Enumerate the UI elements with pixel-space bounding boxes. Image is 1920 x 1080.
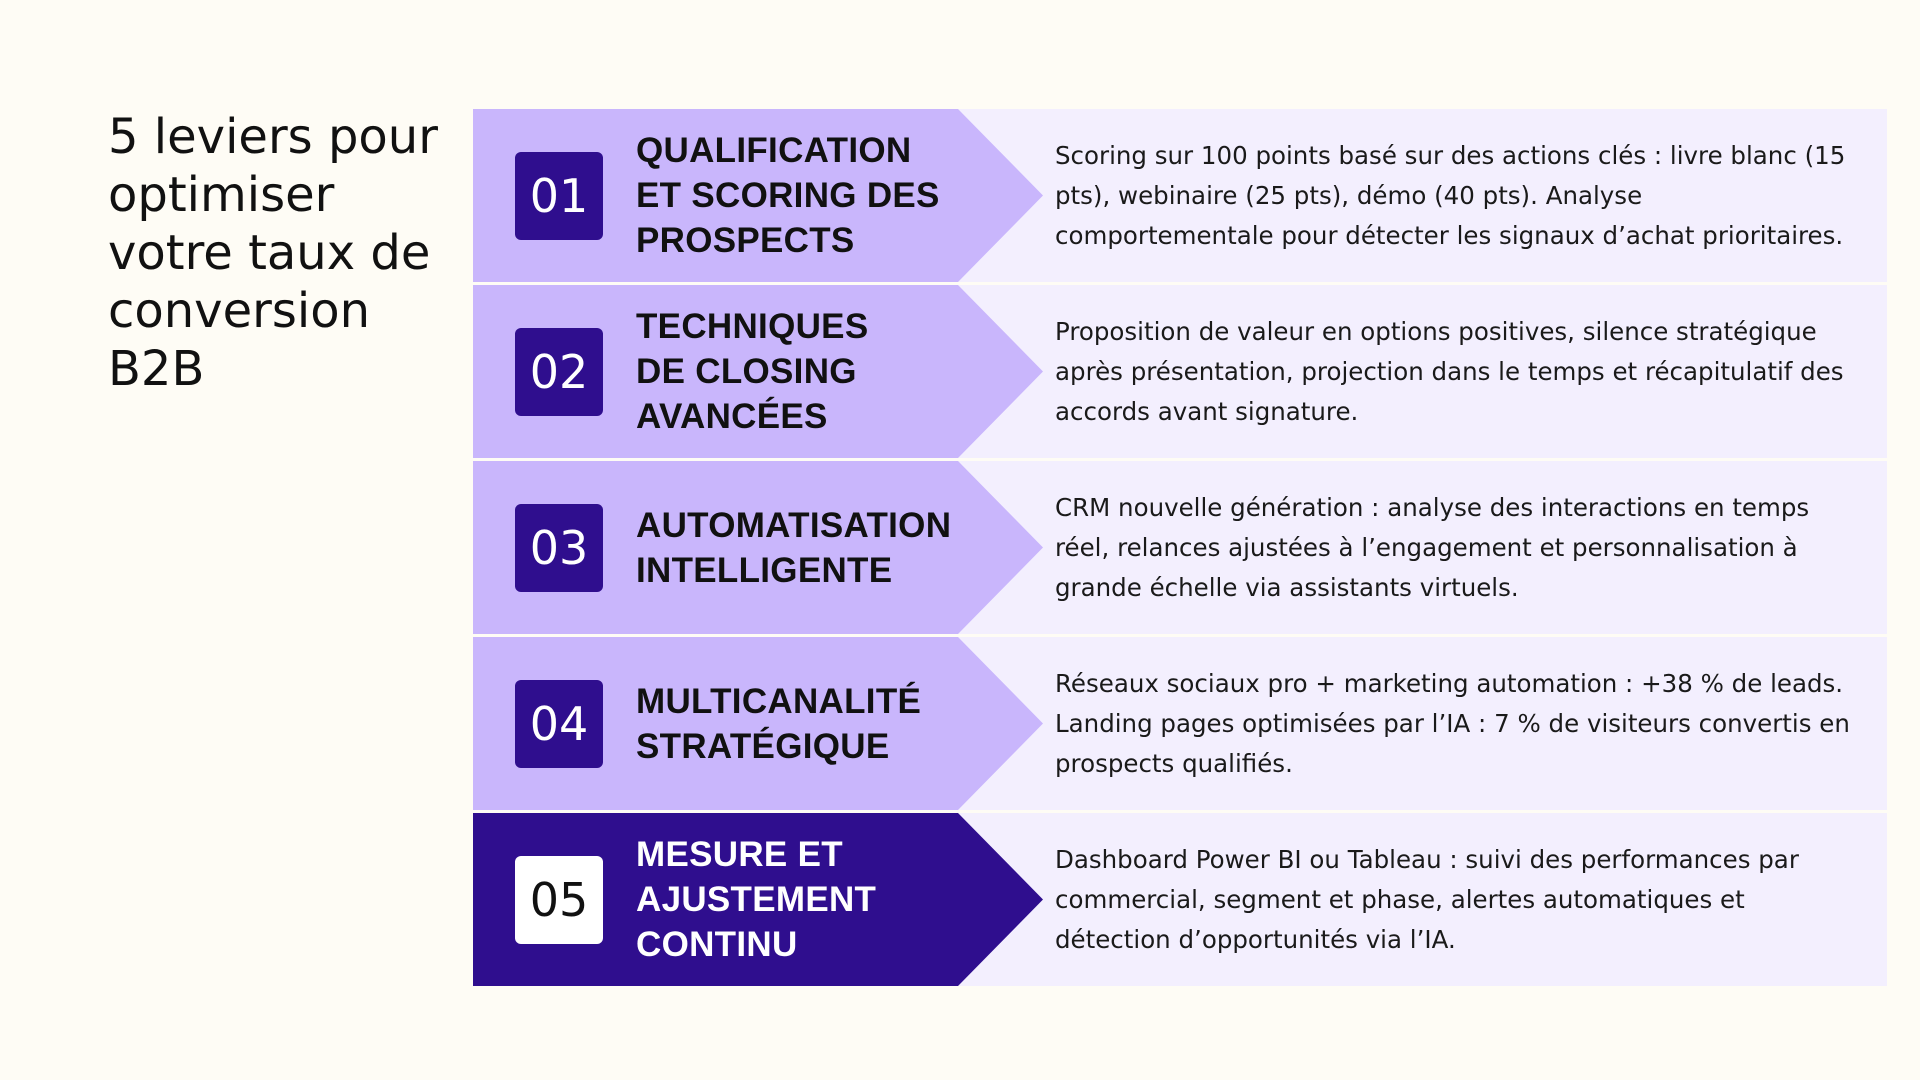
- lever-item-05: [473, 813, 1887, 986]
- lever-description: Scoring sur 100 points basé sur des actions clés : livre blanc (15 pts), webinaire (25 pts), démo (40 pts). Analyse comportementale pour détecter les signaux d’achat prioritaires.: [1055, 140, 1846, 250]
- lever-item-02: [473, 285, 1887, 458]
- lever-number-badge: 05: [515, 856, 603, 944]
- lever-description: Proposition de valeur en options positives, silence stratégique après présentation, projection dans le temps et récapitulatif des accords avant signature.: [1055, 316, 1844, 426]
- levers-list: [473, 109, 1887, 989]
- lever-title: MULTICANALITÉ STRATÉGIQUE: [636, 681, 922, 766]
- lever-description: Réseaux sociaux pro + marketing automation : +38 % de leads. Landing pages optimisées par l’IA : 7 % de visiteurs convertis en prospects qualifiés.: [1055, 668, 1850, 778]
- lever-number-badge: 03: [515, 504, 603, 592]
- lever-description: Dashboard Power BI ou Tableau : suivi des performances par commercial, segment et phase, alertes automatiques et détection d’opportunités via l’IA.: [1055, 844, 1799, 954]
- lever-item-03: [473, 461, 1887, 634]
- lever-number-badge: 02: [515, 328, 603, 416]
- lever-title: MESURE ET AJUSTEMENT CONTINU: [636, 835, 877, 964]
- lever-description: CRM nouvelle génération : analyse des interactions en temps réel, relances ajustées à l’engagement et personnalisation à grande échelle via assistants virtuels.: [1055, 492, 1810, 602]
- lever-title: QUALIFICATION ET SCORING DES PROSPECTS: [636, 131, 940, 260]
- lever-number-badge: 04: [515, 680, 603, 768]
- lever-item-01: [473, 109, 1887, 282]
- lever-title: AUTOMATISATION INTELLIGENTE: [636, 505, 952, 590]
- lever-number-badge: 01: [515, 152, 603, 240]
- lever-title: TECHNIQUES DE CLOSING AVANCÉES: [636, 307, 869, 436]
- lever-item-04: [473, 637, 1887, 810]
- page-title: 5 leviers pour optimiser votre taux de conversion B2B: [108, 109, 438, 397]
